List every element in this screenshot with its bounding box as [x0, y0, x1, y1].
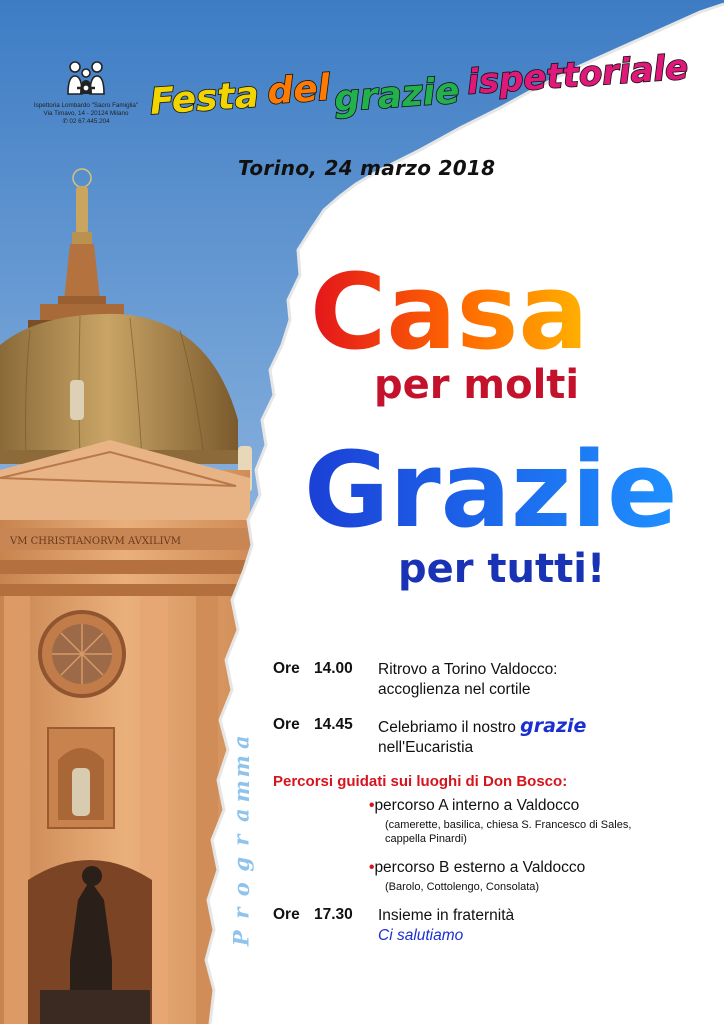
bullet-icon: • [369, 859, 375, 876]
headline-per-molti: per molti [374, 362, 580, 408]
program-desc-line: Insieme in fraternità [378, 907, 515, 924]
program-description [378, 660, 713, 700]
percorso-note [369, 818, 704, 846]
title-word-ispettoriale: ispettoriale [465, 47, 690, 103]
program-time: 14.00 [314, 660, 353, 677]
programma-letter: r [228, 907, 254, 919]
headline-grazie: Grazie [304, 429, 678, 551]
logo-line-1: Ispettoria Lombardo "Sacro Famiglia" [33, 102, 139, 109]
program-ore-label: Ore [273, 660, 300, 677]
percorso-label: percorso B esterno a Valdocco [374, 859, 586, 876]
percorso-label: percorso A interno a Valdocco [374, 797, 580, 814]
percorso-description [369, 796, 704, 846]
event-title [148, 47, 690, 144]
logo-line-3: ✆ 02 67.445.204 [62, 118, 110, 125]
programma-letter: a [228, 734, 254, 749]
percorso-note [369, 880, 704, 894]
program-desc-line: Ritrovo a Torino Valdocco: [378, 661, 558, 678]
program-desc-line: Ci salutiamo [378, 927, 464, 944]
programma-letter: P [228, 929, 254, 946]
percorso-note-line: cappella Pinardi) [385, 833, 467, 845]
logo-block [22, 58, 150, 126]
program-ore-label: Ore [273, 716, 300, 733]
sacra-famiglia-logo-icon [64, 58, 108, 98]
programma-letter: o [228, 881, 254, 896]
program-ore-label: Ore [273, 906, 300, 923]
grazie-highlight: grazie [520, 715, 587, 737]
percorsi-heading: Percorsi guidati sui luoghi di Don Bosco: [273, 773, 568, 790]
logo-line-2: Via Timavo, 14 - 20124 Milano [43, 110, 129, 117]
program-time: 14.45 [314, 716, 353, 733]
headline [290, 248, 710, 618]
program-description [378, 716, 713, 758]
program-description [378, 906, 713, 946]
programma-letter: m [228, 755, 254, 778]
programma-letter: g [228, 856, 254, 872]
percorso-label-line [369, 796, 704, 816]
programma-letter: m [228, 779, 254, 802]
programma-letter: a [228, 808, 254, 823]
bullet-icon: • [369, 797, 375, 814]
program-desc-line: nell'Eucaristia [378, 739, 474, 756]
title-word-festa: Festa [148, 74, 261, 123]
headline-per-tutti: per tutti! [398, 546, 606, 592]
event-date: Torino, 24 marzo 2018 [238, 156, 496, 180]
program-desc-line [378, 716, 713, 738]
programma-vertical-label [222, 660, 262, 950]
percorso-note-line: (camerette, basilica, chiesa S. Francesco di Sales, [385, 819, 632, 831]
svg-text:VM CHRISTIANORVM AVXILIVM: VM CHRISTIANORVM AVXILIVM [10, 536, 182, 547]
percorso-note-line: (Barolo, Cottolengo, Consolata) [385, 881, 540, 893]
program-desc-text: Celebriamo il nostro [378, 719, 516, 736]
percorso-label-line [369, 858, 704, 878]
program-time: 17.30 [314, 906, 353, 923]
title-word-del: del [266, 67, 332, 113]
percorso-description [369, 858, 704, 894]
programma-letter: r [228, 834, 254, 846]
headline-casa: Casa [310, 251, 589, 373]
title-word-grazie: grazie [332, 70, 461, 121]
program-desc-line: accoglienza nel cortile [378, 681, 531, 698]
